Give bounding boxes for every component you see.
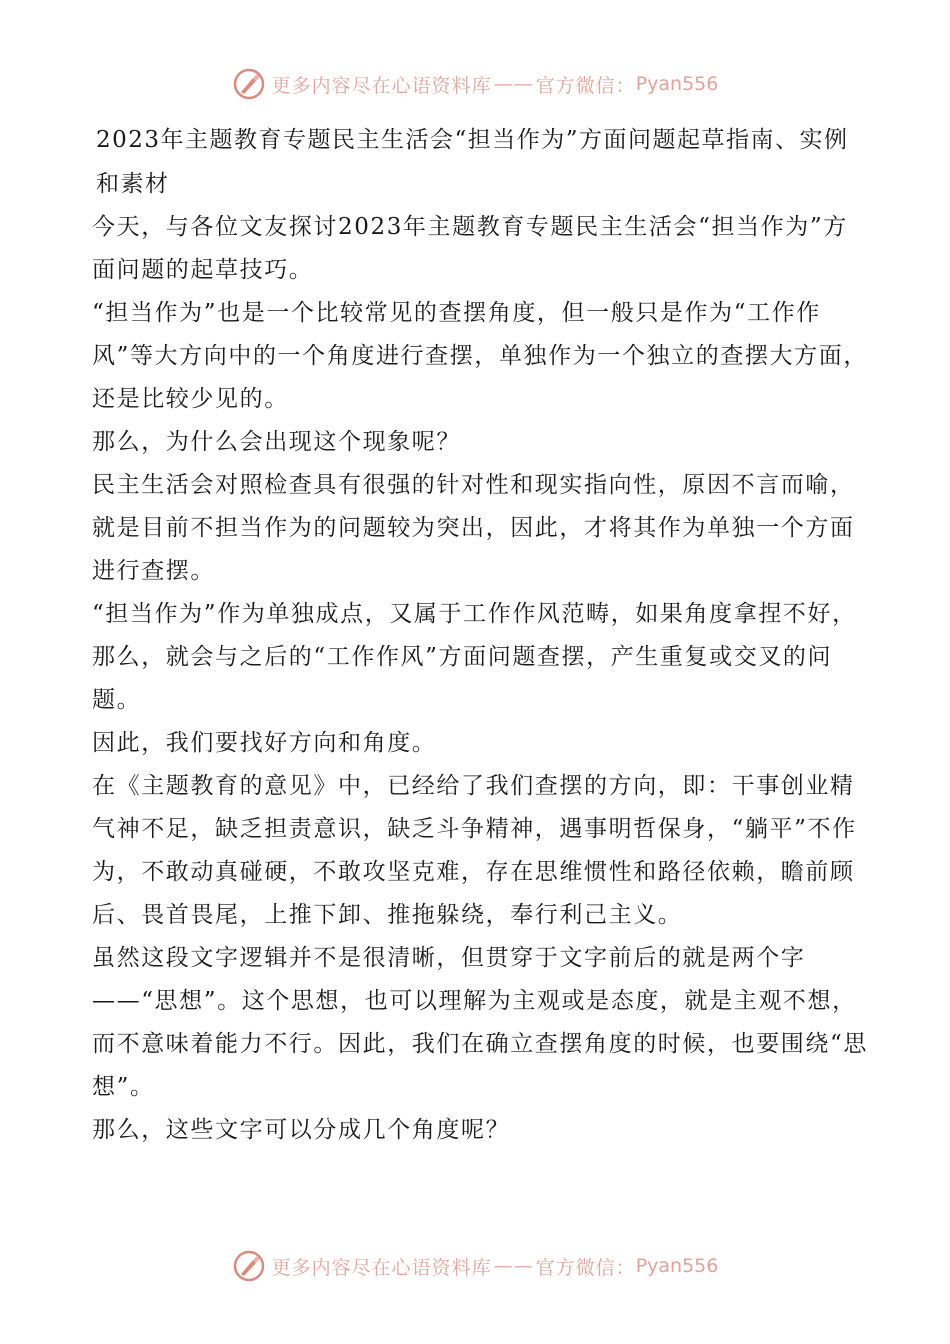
watermark-contact-id: Pyan556 [635, 73, 719, 95]
paragraph: 那么，为什么会出现这个现象呢？ [92, 429, 461, 455]
paragraph: 因此，我们要找好方向和角度。 [92, 730, 437, 756]
watermark-text: 更多内容尽在心语资料库 [271, 1256, 492, 1279]
paragraph: 那么，这些文字可以分成几个角度呢？ [92, 1117, 511, 1143]
watermark-text: 更多内容尽在心语资料库 [271, 74, 492, 97]
pen-logo-icon [232, 67, 266, 101]
paragraph: 在《主题教育的意见》中，已经给了我们查摆的方向，即：干事创业精气神不足，缺乏担责意识，缺乏斗争精神，遇事明哲保身，“躺平”不作为，不敢动真碰硬，不敢攻坚克难，存在思维惯性和路径依赖，瞻前顾后、畏首畏尾，上推下卸、推拖躲绕，奉行利己主义。 [92, 773, 857, 928]
paragraph: 民主生活会对照检查具有很强的针对性和现实指向性，原因不言而喻，就是目前不担当作为的问题较为突出，因此，才将其作为单独一个方面进行查摆。 [92, 472, 855, 584]
paragraph: “担当作为”也是一个比较常见的查摆角度，但一般只是作为“工作作风”等大方向中的一个角度进行查摆，单独作为一个独立的查摆大方面，还是比较少见的。 [92, 300, 868, 412]
paragraph: “担当作为”作为单独成点，又属于工作作风范畴，如果角度拿捏不好，那么，就会与之后的“工作作风”方面问题查摆，产生重复或交叉的问题。 [92, 601, 857, 713]
document-body [92, 118, 872, 1152]
paragraph: 虽然这段文字逻辑并不是很清晰，但贯穿于文字前后的就是两个字——“思想”。这个思想，也可以理解为主观或是态度，就是主观不想，而不意味着能力不行。因此，我们在确立查摆角度的时候，也要围绕“思想”。 [92, 945, 868, 1100]
watermark-contact-label: 官方微信： [535, 74, 636, 97]
watermark-separator: —— [493, 73, 534, 95]
watermark-footer [0, 1244, 950, 1288]
paragraph: 今天，与各位文友探讨2023年主题教育专题民主生活会“担当作为”方面问题的起草技巧。 [92, 214, 848, 283]
watermark-contact-label: 官方微信： [535, 1256, 636, 1279]
watermark-separator: —— [493, 1255, 534, 1277]
watermark-header [0, 62, 950, 106]
document-title: 2023年主题教育专题民主生活会“担当作为”方面问题起草指南、实例和素材 [96, 127, 849, 197]
pen-logo-icon [232, 1249, 266, 1283]
watermark-contact-id: Pyan556 [635, 1255, 719, 1277]
